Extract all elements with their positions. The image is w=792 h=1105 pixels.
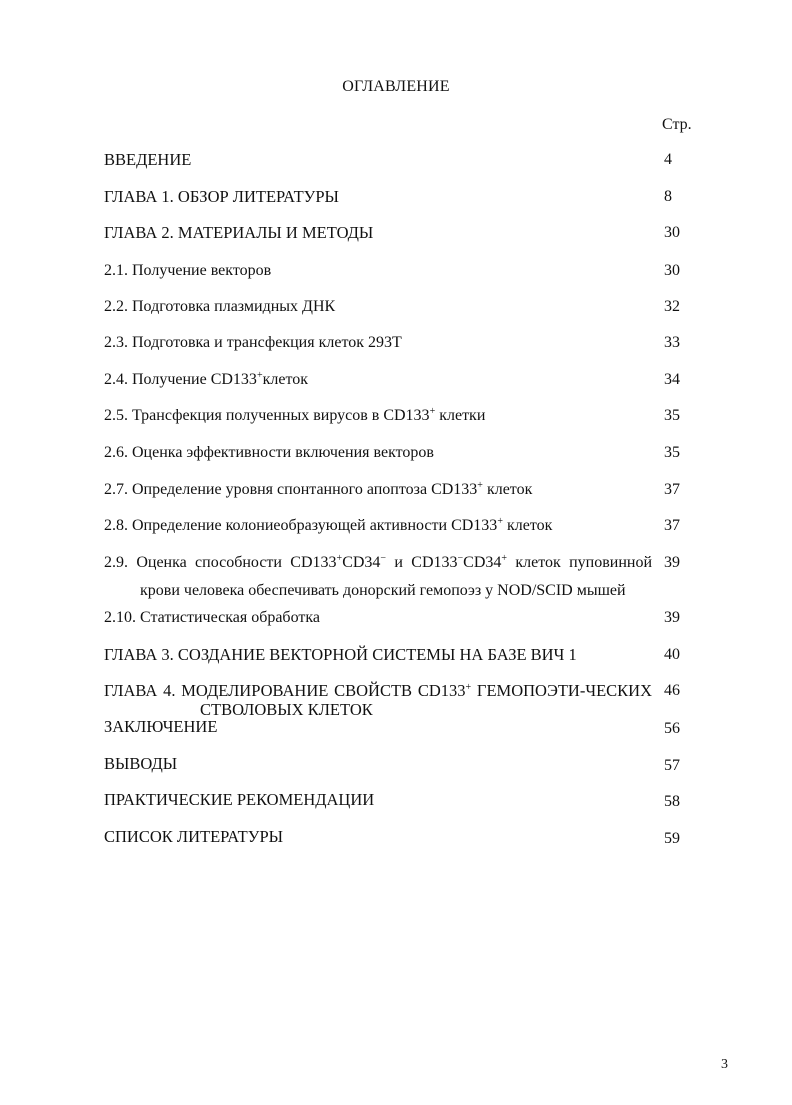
toc-entry-chapter-1: ГЛАВА 1. ОБЗОР ЛИТЕРАТУРЫ: [104, 187, 339, 206]
toc-entry-2-4: 2.4. Получение CD133+клеток: [104, 370, 308, 388]
toc-page-number: 34: [664, 371, 680, 388]
toc-entry-references: СПИСОК ЛИТЕРАТУРЫ: [104, 827, 284, 846]
toc-page-number: 56: [664, 720, 680, 737]
toc-entry-2-8: 2.8. Определение колониеобразующей активности CD133+ клеток: [104, 516, 553, 534]
toc-page-number: 35: [664, 444, 680, 461]
toc-page-number: 58: [664, 793, 680, 810]
toc-page-number: 30: [664, 262, 680, 279]
toc-page-number: 46: [664, 682, 680, 699]
toc-entry-2-2: 2.2. Подготовка плазмидных ДНК: [104, 298, 336, 315]
page-column-header: Стр.: [662, 116, 692, 133]
toc-page-number: 39: [664, 554, 680, 571]
toc-page-number: 40: [664, 646, 680, 663]
toc-entry-recommendations: ПРАКТИЧЕСКИЕ РЕКОМЕНДАЦИИ: [104, 790, 375, 809]
toc-entry-2-10: 2.10. Статистическая обработка: [104, 609, 320, 626]
toc-page-number: 59: [664, 830, 680, 847]
toc-entry-conclusion: ЗАКЛЮЧЕНИЕ: [104, 717, 218, 736]
toc-title: ОГЛАВЛЕНИЕ: [342, 78, 450, 95]
toc-entry-2-1: 2.1. Получение векторов: [104, 262, 272, 279]
toc-page-number: 37: [664, 481, 680, 498]
toc-page-number: 57: [664, 757, 680, 774]
toc-page-number: 39: [664, 609, 680, 626]
toc-page-number: 33: [664, 334, 680, 351]
toc-page-number: 8: [664, 188, 672, 205]
toc-entry-chapter-2: ГЛАВА 2. МАТЕРИАЛЫ И МЕТОДЫ: [104, 223, 374, 242]
toc-page-number: 35: [664, 407, 680, 424]
toc-entry-2-6: 2.6. Оценка эффективности включения векторов: [104, 444, 434, 461]
page-number: 3: [721, 1057, 728, 1072]
toc-entry-findings: ВЫВОДЫ: [104, 754, 178, 773]
toc-entry-introduction: ВВЕДЕНИЕ: [104, 150, 192, 169]
toc-page-number: 4: [664, 151, 672, 168]
toc-page-number: 32: [664, 298, 680, 315]
toc-page-number: 37: [664, 517, 680, 534]
toc-entry-chapter-3: ГЛАВА 3. СОЗДАНИЕ ВЕКТОРНОЙ СИСТЕМЫ НА БАЗЕ ВИЧ 1: [104, 645, 577, 664]
toc-entry-chapter-4: ГЛАВА 4. МОДЕЛИРОВАНИЕ СВОЙСТВ CD133+ ГЕМОПОЭТИ-ЧЕСКИХ: [104, 681, 652, 700]
toc-entry-chapter-4-continuation: СТВОЛОВЫХ КЛЕТОК: [200, 700, 373, 719]
toc-entry-2-3: 2.3. Подготовка и трансфекция клеток 293T: [104, 334, 402, 351]
toc-page-number: 30: [664, 224, 680, 241]
toc-entry-2-5: 2.5. Трансфекция полученных вирусов в CD133+ клетки: [104, 406, 486, 424]
toc-entry-2-9: 2.9. Оценка способности CD133+CD34− и CD133−CD34+ клеток пуповинной: [104, 553, 653, 571]
toc-entry-2-9-continuation: крови человека обеспечивать донорский гемопоэз у NOD/SCID мышей: [140, 582, 626, 599]
toc-entry-2-7: 2.7. Определение уровня спонтанного апоптоза CD133+ клеток: [104, 480, 533, 498]
